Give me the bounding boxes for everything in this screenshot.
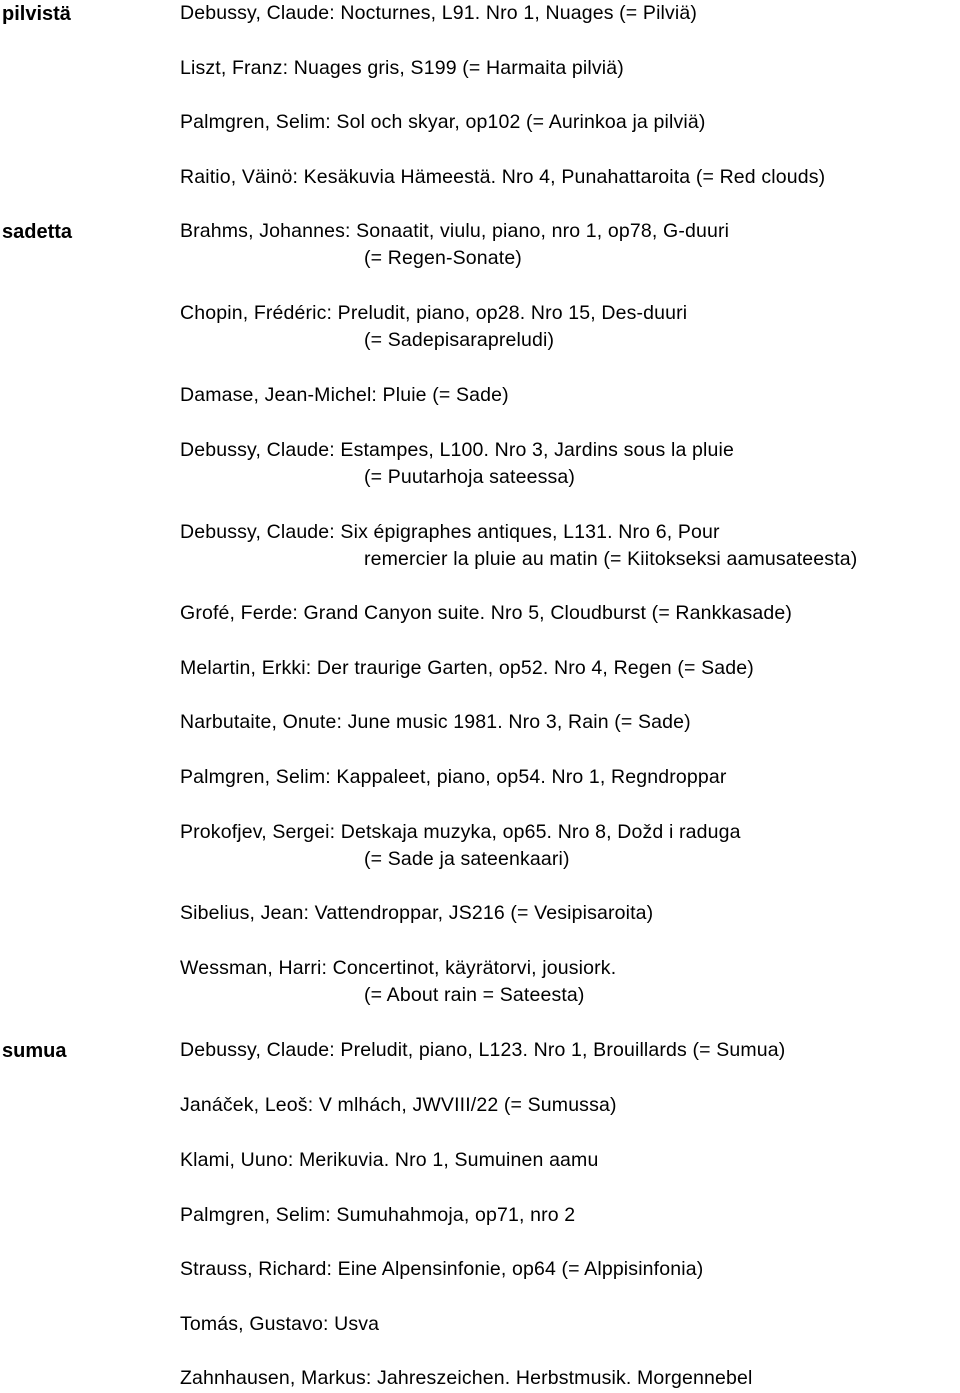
entry-continuation: remercier la pluie au matin (= Kiitokseksi aamusateesta) — [364, 548, 858, 570]
list-item — [180, 519, 857, 573]
entry-line: Narbutaite, Onute: June music 1981. Nro 3, Rain (= Sade) — [180, 711, 691, 733]
entry-line: Liszt, Franz: Nuages gris, S199 (= Harmaita pilviä) — [180, 57, 624, 79]
entry-line: Chopin, Frédéric: Preludit, piano, op28. Nro 15, Des-duuri — [180, 302, 688, 324]
entry-line: Tomás, Gustavo: Usva — [180, 1313, 380, 1335]
section-term-sumua: sumua — [2, 1040, 67, 1062]
entry-line: Palmgren, Selim: Sol och skyar, op102 (= Aurinkoa ja pilviä) — [180, 111, 706, 133]
entry-continuation: (= Sade ja sateenkaari) — [364, 848, 570, 870]
list-item — [180, 1256, 703, 1283]
list-item — [180, 1147, 598, 1174]
entry-line: Janáček, Leoš: V mlhách, JWVIII/22 (= Sumussa) — [180, 1094, 617, 1116]
entry-continuation: (= Sadepisarapreludi) — [364, 329, 555, 351]
list-item — [180, 1092, 617, 1119]
list-item — [180, 164, 825, 191]
list-item — [180, 382, 509, 409]
list-item — [180, 900, 653, 927]
list-item — [180, 218, 729, 272]
list-item — [180, 0, 697, 27]
entry-line: Melartin, Erkki: Der traurige Garten, op52. Nro 4, Regen (= Sade) — [180, 657, 754, 679]
list-item — [180, 1202, 575, 1229]
entry-line: Debussy, Claude: Estampes, L100. Nro 3, Jardins sous la pluie — [180, 439, 734, 461]
entry-line: Palmgren, Selim: Kappaleet, piano, op54. Nro 1, Regndroppar — [180, 766, 727, 788]
entry-line: Grofé, Ferde: Grand Canyon suite. Nro 5, Cloudburst (= Rankkasade) — [180, 602, 792, 624]
list-item — [180, 709, 691, 736]
list-item — [180, 655, 754, 682]
entry-continuation: (= About rain = Sateesta) — [364, 984, 585, 1006]
entry-continuation: (= Puutarhoja sateessa) — [364, 466, 576, 488]
entry-line: Strauss, Richard: Eine Alpensinfonie, op64 (= Alppisinfonia) — [180, 1258, 704, 1280]
entry-line: Raitio, Väinö: Kesäkuvia Hämeestä. Nro 4, Punahattaroita (= Red clouds) — [180, 166, 826, 188]
list-item — [180, 437, 734, 491]
list-item — [180, 1365, 752, 1392]
entry-line: Debussy, Claude: Six épigraphes antiques, L131. Nro 6, Pour — [180, 521, 720, 543]
list-item — [180, 764, 727, 791]
list-item — [180, 600, 792, 627]
entry-line: Debussy, Claude: Nocturnes, L91. Nro 1, Nuages (= Pilviä) — [180, 2, 698, 24]
entry-line: Debussy, Claude: Preludit, piano, L123. Nro 1, Brouillards (= Sumua) — [180, 1039, 786, 1061]
list-item — [180, 819, 741, 873]
entry-line: Palmgren, Selim: Sumuhahmoja, op71, nro 2 — [180, 1204, 576, 1226]
section-term-sadetta: sadetta — [2, 221, 73, 243]
list-item — [180, 955, 616, 1009]
entry-line: Wessman, Harri: Concertinot, käyrätorvi, jousiork. — [180, 957, 617, 979]
list-item — [180, 109, 705, 136]
entry-line: Damase, Jean-Michel: Pluie (= Sade) — [180, 384, 509, 406]
list-item — [180, 300, 687, 354]
entry-line: Brahms, Johannes: Sonaatit, viulu, piano, nro 1, op78, G-duuri — [180, 220, 730, 242]
entry-line: Klami, Uuno: Merikuvia. Nro 1, Sumuinen aamu — [180, 1149, 599, 1171]
list-item — [180, 55, 624, 82]
list-item — [180, 1311, 379, 1338]
entry-continuation: (= Regen-Sonate) — [364, 247, 522, 269]
section-term-pilvista: pilvistä — [2, 3, 71, 25]
list-item — [180, 1037, 785, 1064]
entry-line: Sibelius, Jean: Vattendroppar, JS216 (= Vesipisaroita) — [180, 902, 654, 924]
entry-line: Zahnhausen, Markus: Jahreszeichen. Herbstmusik. Morgennebel — [180, 1367, 753, 1389]
entry-line: Prokofjev, Sergei: Detskaja muzyka, op65. Nro 8, Dožd i raduga — [180, 821, 741, 843]
